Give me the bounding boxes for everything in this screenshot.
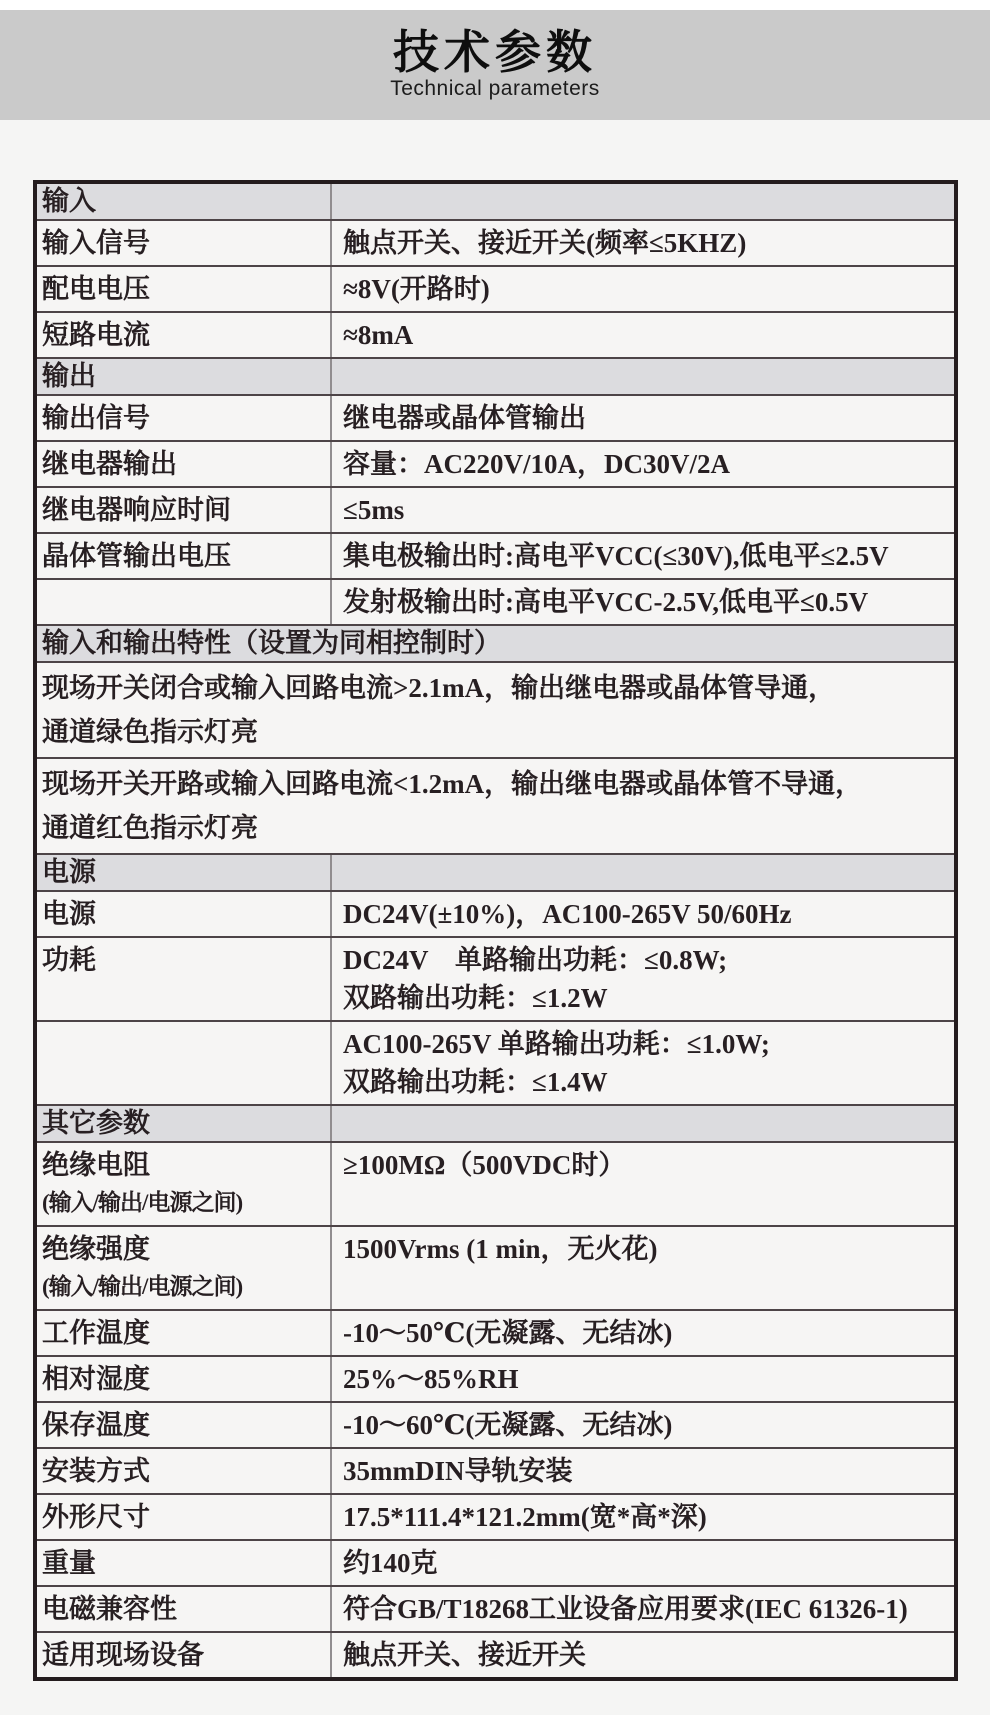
spec-value bbox=[332, 1541, 954, 1585]
spec-value-text: 双路输出功耗：≤1.2W bbox=[343, 983, 608, 1013]
spec-label bbox=[37, 442, 332, 486]
table-row bbox=[37, 1022, 954, 1106]
table-row bbox=[37, 1495, 954, 1541]
spec-label-text: 外形尺寸 bbox=[42, 1502, 150, 1532]
spec-label-text: 相对湿度 bbox=[42, 1364, 150, 1394]
table-row bbox=[37, 488, 954, 534]
section-row bbox=[37, 184, 954, 221]
spec-label bbox=[37, 221, 332, 265]
spec-value bbox=[332, 313, 954, 357]
spec-label bbox=[37, 184, 332, 219]
spec-value bbox=[332, 1311, 954, 1355]
spec-text: 现场开关闭合或输入回路电流>2.1mA，输出继电器或晶体管导通， bbox=[42, 673, 836, 703]
spec-value-text: 继电器或晶体管输出 bbox=[343, 403, 586, 433]
spec-value-text: 1500Vrms (1 min，无火花) bbox=[343, 1234, 658, 1264]
spec-value bbox=[332, 1143, 954, 1225]
spec-label bbox=[37, 892, 332, 936]
spec-label-text: 绝缘强度 bbox=[42, 1234, 150, 1264]
spec-label bbox=[37, 313, 332, 357]
spec-value-text: 25%～85%RH bbox=[343, 1364, 519, 1394]
table-row bbox=[37, 580, 954, 626]
spec-label-text: 安装方式 bbox=[42, 1456, 150, 1486]
spec-label bbox=[37, 1633, 332, 1677]
table-row bbox=[37, 442, 954, 488]
spec-value bbox=[332, 267, 954, 311]
spec-value-text: -10～60℃(无凝露、无结冰) bbox=[343, 1410, 673, 1440]
table-row bbox=[37, 267, 954, 313]
spec-text: 通道绿色指示灯亮 bbox=[42, 717, 258, 747]
spec-label-text: (输入/输出/电源之间) bbox=[42, 1190, 243, 1215]
spec-value-text: DC24V 单路输出功耗：≤0.8W; bbox=[343, 945, 728, 975]
spec-value bbox=[332, 1633, 954, 1677]
table-row bbox=[37, 1541, 954, 1587]
table-row bbox=[37, 1449, 954, 1495]
spec-label-text: 保存温度 bbox=[42, 1410, 150, 1440]
spec-label bbox=[37, 1403, 332, 1447]
spec-value-text: 约140克 bbox=[343, 1548, 438, 1578]
spec-label-text: 继电器响应时间 bbox=[42, 495, 231, 525]
spec-value bbox=[332, 1106, 954, 1141]
section-row bbox=[37, 1106, 954, 1143]
spec-value-text: 双路输出功耗：≤1.4W bbox=[343, 1067, 608, 1097]
spec-label-text: 工作温度 bbox=[42, 1318, 150, 1348]
spec-label-text: 继电器输出 bbox=[42, 449, 177, 479]
table-row bbox=[37, 1403, 954, 1449]
spec-label bbox=[37, 534, 332, 578]
spec-value-text: 触点开关、接近开关 bbox=[343, 1640, 586, 1670]
section-row bbox=[37, 626, 954, 663]
table-row bbox=[37, 1633, 954, 1677]
spec-label bbox=[37, 1227, 332, 1309]
spec-label-text: 适用现场设备 bbox=[42, 1640, 204, 1670]
table-row bbox=[37, 663, 954, 759]
table-row bbox=[37, 313, 954, 359]
spec-table bbox=[33, 180, 958, 1681]
spec-label bbox=[37, 1357, 332, 1401]
spec-value bbox=[332, 396, 954, 440]
spec-label bbox=[37, 1311, 332, 1355]
spec-value-text: ≈8V(开路时) bbox=[343, 274, 490, 304]
table-row bbox=[37, 1587, 954, 1633]
section-title: 输入 bbox=[42, 186, 96, 216]
spec-label bbox=[37, 359, 332, 394]
spec-label bbox=[37, 1541, 332, 1585]
spec-value-text: 触点开关、接近开关(频率≤5KHZ) bbox=[343, 228, 747, 258]
section-title: 电源 bbox=[42, 857, 96, 887]
spec-value-text: -10～50℃(无凝露、无结冰) bbox=[343, 1318, 673, 1348]
spec-label bbox=[37, 267, 332, 311]
spec-value-text: 符合GB/T18268工业设备应用要求(IEC 61326-1) bbox=[343, 1594, 908, 1624]
table-row bbox=[37, 221, 954, 267]
spec-value-text: 17.5*111.4*121.2mm(宽*高*深) bbox=[343, 1502, 707, 1532]
table-row bbox=[37, 938, 954, 1022]
page-title: 技术参数 bbox=[393, 26, 597, 78]
spec-label bbox=[37, 938, 332, 1020]
spec-value bbox=[332, 1403, 954, 1447]
spec-label bbox=[37, 1106, 332, 1141]
table-row bbox=[37, 1311, 954, 1357]
spec-text: 通道红色指示灯亮 bbox=[42, 813, 258, 843]
spec-value bbox=[332, 580, 954, 624]
header-band bbox=[0, 10, 990, 120]
spec-value-text: 发射极输出时:高电平VCC-2.5V,低电平≤0.5V bbox=[343, 587, 869, 617]
spec-value-text: DC24V(±10%)，AC100-265V 50/60Hz bbox=[343, 899, 792, 929]
spec-label-text: 短路电流 bbox=[42, 320, 150, 350]
top-strip bbox=[0, 0, 990, 10]
spec-label-text: 绝缘电阻 bbox=[42, 1150, 150, 1180]
spec-value-text: 容量：AC220V/10A，DC30V/2A bbox=[343, 449, 730, 479]
spec-value-text: ≤5ms bbox=[343, 495, 405, 525]
spec-label bbox=[37, 580, 332, 624]
table-row bbox=[37, 1357, 954, 1403]
section-title: 其它参数 bbox=[42, 1108, 150, 1138]
spec-label-text: 配电电压 bbox=[42, 274, 150, 304]
spec-label bbox=[37, 1143, 332, 1225]
spec-value bbox=[332, 221, 954, 265]
spec-label-text: 电磁兼容性 bbox=[42, 1594, 177, 1624]
spec-value bbox=[332, 1495, 954, 1539]
section-title: 输出 bbox=[42, 361, 96, 391]
spec-label bbox=[37, 396, 332, 440]
spec-value bbox=[332, 534, 954, 578]
spec-value bbox=[332, 1227, 954, 1309]
section-row bbox=[37, 359, 954, 396]
spec-label-text: 重量 bbox=[42, 1548, 96, 1578]
spec-value bbox=[332, 359, 954, 394]
spec-label-text: (输入/输出/电源之间) bbox=[42, 1274, 243, 1299]
spec-label bbox=[37, 1587, 332, 1631]
table-row bbox=[37, 534, 954, 580]
spec-value bbox=[332, 938, 954, 1020]
table-row bbox=[37, 1143, 954, 1227]
spec-value bbox=[332, 488, 954, 532]
spec-value bbox=[332, 1587, 954, 1631]
spec-value bbox=[332, 442, 954, 486]
spec-label bbox=[37, 1449, 332, 1493]
spec-value-text: ≥100MΩ（500VDC时） bbox=[343, 1150, 626, 1180]
spec-label-text: 晶体管输出电压 bbox=[42, 541, 231, 571]
page-subtitle: Technical parameters bbox=[390, 77, 600, 100]
spec-label-text: 功耗 bbox=[42, 945, 96, 975]
table-row bbox=[37, 892, 954, 938]
spec-value-text: ≈8mA bbox=[343, 320, 414, 350]
spec-value bbox=[332, 1357, 954, 1401]
spec-label bbox=[37, 1495, 332, 1539]
spec-label-text: 输入信号 bbox=[42, 228, 150, 258]
spec-value bbox=[332, 1449, 954, 1493]
spec-value-text: 集电极输出时:高电平VCC(≤30V),低电平≤2.5V bbox=[343, 541, 889, 571]
spec-label bbox=[37, 488, 332, 532]
spec-label bbox=[37, 855, 332, 890]
section-row bbox=[37, 855, 954, 892]
table-row bbox=[37, 759, 954, 855]
spec-value bbox=[332, 892, 954, 936]
spec-value bbox=[332, 1022, 954, 1104]
spec-value-text: AC100-265V 单路输出功耗：≤1.0W; bbox=[343, 1029, 770, 1059]
spec-value-text: 35mmDIN导轨安装 bbox=[343, 1456, 573, 1486]
spec-label bbox=[37, 1022, 332, 1104]
spec-value bbox=[332, 855, 954, 890]
section-title: 输入和输出特性（设置为同相控制时） bbox=[42, 628, 501, 658]
spec-label-text: 输出信号 bbox=[42, 403, 150, 433]
spec-text: 现场开关开路或输入回路电流<1.2mA，输出继电器或晶体管不导通， bbox=[42, 769, 863, 799]
table-row bbox=[37, 396, 954, 442]
spec-label-text: 电源 bbox=[42, 899, 96, 929]
table-row bbox=[37, 1227, 954, 1311]
spec-value bbox=[332, 184, 954, 219]
